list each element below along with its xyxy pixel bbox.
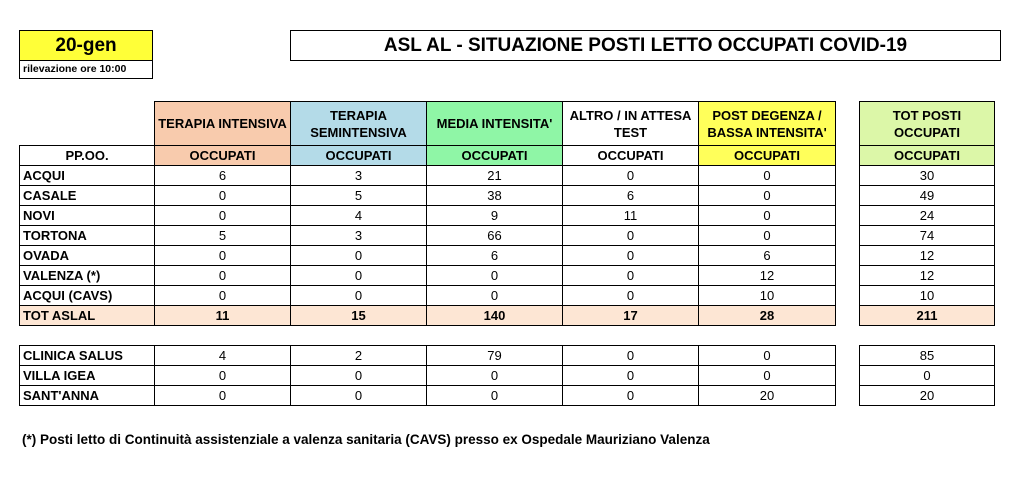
cell-at: 0: [563, 246, 699, 266]
cell-mi: 21: [427, 166, 563, 186]
page-title: ASL AL - SITUAZIONE POSTI LETTO OCCUPATI COVID-19: [290, 30, 1001, 61]
sub-header: OCCUPATI: [699, 146, 836, 166]
cell-at: 11: [563, 206, 699, 226]
corner-cell: [20, 102, 155, 146]
cell-ti: 4: [155, 346, 291, 366]
cell-pd: 10: [699, 286, 836, 306]
cell-pd: 12: [699, 266, 836, 286]
cell-tot: 10: [860, 286, 995, 306]
cell-ts: 0: [291, 286, 427, 306]
table-row: [20, 206, 995, 226]
cell-at: 0: [563, 226, 699, 246]
cell-at: 6: [563, 186, 699, 206]
private-clinics-table: [19, 345, 995, 406]
cell-mi: 140: [427, 306, 563, 326]
cell-tot: 24: [860, 206, 995, 226]
cell-ts: 3: [291, 226, 427, 246]
cell-pd: 0: [699, 346, 836, 366]
row-name: SANT'ANNA: [20, 386, 155, 406]
cell-tot: 20: [860, 386, 995, 406]
cell-ts: 0: [291, 366, 427, 386]
cell-ti: 6: [155, 166, 291, 186]
row-name: VILLA IGEA: [20, 366, 155, 386]
cell-pd: 0: [699, 366, 836, 386]
cell-at: 0: [563, 166, 699, 186]
col-header-terapia-intensiva: TERAPIA INTENSIVA: [155, 102, 291, 146]
cell-pd: 20: [699, 386, 836, 406]
cell-mi: 0: [427, 386, 563, 406]
cell-ts: 5: [291, 186, 427, 206]
cell-tot: 12: [860, 246, 995, 266]
row-name: OVADA: [20, 246, 155, 266]
table-row: [20, 266, 995, 286]
cell-ti: 0: [155, 366, 291, 386]
row-name: NOVI: [20, 206, 155, 226]
cell-tot: 12: [860, 266, 995, 286]
cell-ts: 0: [291, 386, 427, 406]
table-row: [20, 346, 995, 366]
cell-at: 17: [563, 306, 699, 326]
row-name: ACQUI: [20, 166, 155, 186]
cell-tot: 0: [860, 366, 995, 386]
row-name: CASALE: [20, 186, 155, 206]
cell-ti: 0: [155, 266, 291, 286]
sub-header: OCCUPATI: [155, 146, 291, 166]
table-row: [20, 166, 995, 186]
cell-pd: 28: [699, 306, 836, 326]
cell-pd: 0: [699, 166, 836, 186]
table-row: [20, 226, 995, 246]
cell-pd: 0: [699, 226, 836, 246]
col-header-tot-posti: TOT POSTI OCCUPATI: [860, 102, 995, 146]
row-name: VALENZA (*): [20, 266, 155, 286]
sub-header: OCCUPATI: [860, 146, 995, 166]
date-label: 20-gen: [19, 30, 153, 61]
cell-at: 0: [563, 346, 699, 366]
col-header-terapia-semintensiva: TERAPIA SEMINTENSIVA: [291, 102, 427, 146]
cell-mi: 6: [427, 246, 563, 266]
cell-at: 0: [563, 286, 699, 306]
sub-header: OCCUPATI: [291, 146, 427, 166]
cell-ts: 15: [291, 306, 427, 326]
cell-ts: 0: [291, 266, 427, 286]
table-row: [20, 186, 995, 206]
row-header-label: PP.OO.: [20, 146, 155, 166]
cell-ti: 0: [155, 206, 291, 226]
row-name: CLINICA SALUS: [20, 346, 155, 366]
cell-ts: 2: [291, 346, 427, 366]
cell-ti: 0: [155, 286, 291, 306]
time-note: rilevazione ore 10:00: [19, 61, 153, 79]
cell-tot: 211: [860, 306, 995, 326]
row-name: TORTONA: [20, 226, 155, 246]
cell-mi: 0: [427, 266, 563, 286]
cell-mi: 0: [427, 366, 563, 386]
table-row: [20, 386, 995, 406]
cell-mi: 66: [427, 226, 563, 246]
cell-mi: 79: [427, 346, 563, 366]
footnote: (*) Posti letto di Continuità assistenziale a valenza sanitaria (CAVS) presso ex Ospedale Mauriziano Valenza: [22, 432, 710, 447]
row-name: TOT ASLAL: [20, 306, 155, 326]
main-table: [19, 101, 995, 326]
cell-at: 0: [563, 366, 699, 386]
sub-header: OCCUPATI: [427, 146, 563, 166]
cell-mi: 0: [427, 286, 563, 306]
cell-at: 0: [563, 386, 699, 406]
cell-ti: 11: [155, 306, 291, 326]
cell-tot: 49: [860, 186, 995, 206]
row-name: ACQUI (CAVS): [20, 286, 155, 306]
cell-tot: 74: [860, 226, 995, 246]
cell-ts: 4: [291, 206, 427, 226]
cell-ts: 3: [291, 166, 427, 186]
cell-ts: 0: [291, 246, 427, 266]
total-row: [20, 306, 995, 326]
cell-at: 0: [563, 266, 699, 286]
cell-pd: 0: [699, 186, 836, 206]
cell-ti: 0: [155, 246, 291, 266]
cell-tot: 85: [860, 346, 995, 366]
table-row: [20, 246, 995, 266]
cell-pd: 6: [699, 246, 836, 266]
col-header-media-intensita: MEDIA INTENSITA': [427, 102, 563, 146]
col-header-post-degenza: POST DEGENZA / BASSA INTENSITA': [699, 102, 836, 146]
table-row: [20, 366, 995, 386]
cell-ti: 0: [155, 186, 291, 206]
sub-header: OCCUPATI: [563, 146, 699, 166]
cell-ti: 0: [155, 386, 291, 406]
col-header-altro: ALTRO / IN ATTESA TEST: [563, 102, 699, 146]
cell-ti: 5: [155, 226, 291, 246]
cell-tot: 30: [860, 166, 995, 186]
cell-mi: 38: [427, 186, 563, 206]
table-row: [20, 286, 995, 306]
cell-pd: 0: [699, 206, 836, 226]
cell-mi: 9: [427, 206, 563, 226]
